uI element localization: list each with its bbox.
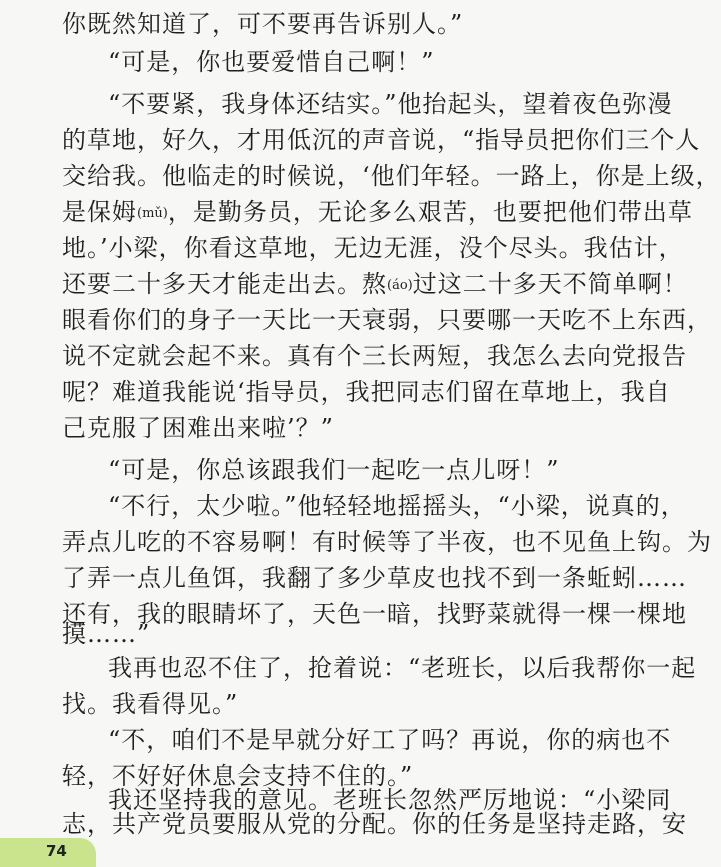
text-line: 了弄一点儿鱼饵，我翻了多少草皮也找不到一条蚯蚓…… xyxy=(62,564,687,592)
pinyin-annotation: (áo) xyxy=(387,278,413,293)
text-segment: ，是勤务员，无论多么艰苦，也要把他们带出草 xyxy=(167,198,693,226)
text-line: 我再也忍不住了，抢着说：“老班长，以后我帮你一起 xyxy=(108,654,697,682)
text-line: 呢？难道我能说‘指导员，我把同志们留在草地上，我自 xyxy=(62,378,671,406)
text-segment: 是保姆 xyxy=(62,198,137,226)
text-line: “可是，你也要爱惜自己啊！” xyxy=(108,48,435,76)
text-line: 志，共产党员要服从党的分配。你的任务是坚持走路，安 xyxy=(62,810,687,838)
page-number: 74 xyxy=(46,842,67,860)
text-line: 弄点儿吃的不容易啊！有时候等了半夜，也不见鱼上钩。为 xyxy=(62,528,712,556)
text-line: 还有，我的眼睛坏了，天色一暗，找野菜就得一棵一棵地 xyxy=(62,600,687,628)
text-segment: 还要二十多天才能走出去。熬 xyxy=(62,270,387,298)
text-line: 你既然知道了，可不要再告诉别人。” xyxy=(62,10,464,38)
text-line: “可是，你总该跟我们一起吃一点儿呀！” xyxy=(108,456,560,484)
text-line xyxy=(62,198,693,228)
text-line: 地。’小梁，你看这草地，无边无涯，没个尽头。我估计， xyxy=(62,234,684,262)
text-line: 说不定就会起不来。真有个三长两短，我怎么去向党报告 xyxy=(62,342,687,370)
text-line: “不，咱们不是早就分好工了吗？再说，你的病也不 xyxy=(108,726,672,754)
text-segment: 过这二十多天不简单啊！ xyxy=(412,270,688,298)
text-line: 眼看你们的身子一天比一天衰弱，只要哪一天吃不上东西， xyxy=(62,306,712,334)
text-line xyxy=(62,270,688,300)
text-line: 己克服了困难出来啦’？” xyxy=(62,414,334,442)
text-line: 交给我。他临走的时候说，‘他们年轻。一路上，你是上级， xyxy=(62,162,721,190)
text-line: “不行，太少啦。”他轻轻地摇摇头，“小梁，说真的， xyxy=(108,492,686,520)
text-line: 我还坚持我的意见。老班长忽然严厉地说：“小梁同 xyxy=(108,786,672,814)
text-line: 找。我看得见。” xyxy=(62,690,239,718)
text-line: 的草地，好久，才用低沉的声音说，“指导员把你们三个人 xyxy=(62,126,701,154)
text-line: 轻，不好好休息会支持不住的。” xyxy=(62,762,414,790)
text-line: 摸……” xyxy=(62,620,151,648)
text-line: “不要紧，我身体还结实。”他抬起头，望着夜色弥漫 xyxy=(108,90,673,118)
pinyin-annotation: (mǔ) xyxy=(137,206,168,221)
